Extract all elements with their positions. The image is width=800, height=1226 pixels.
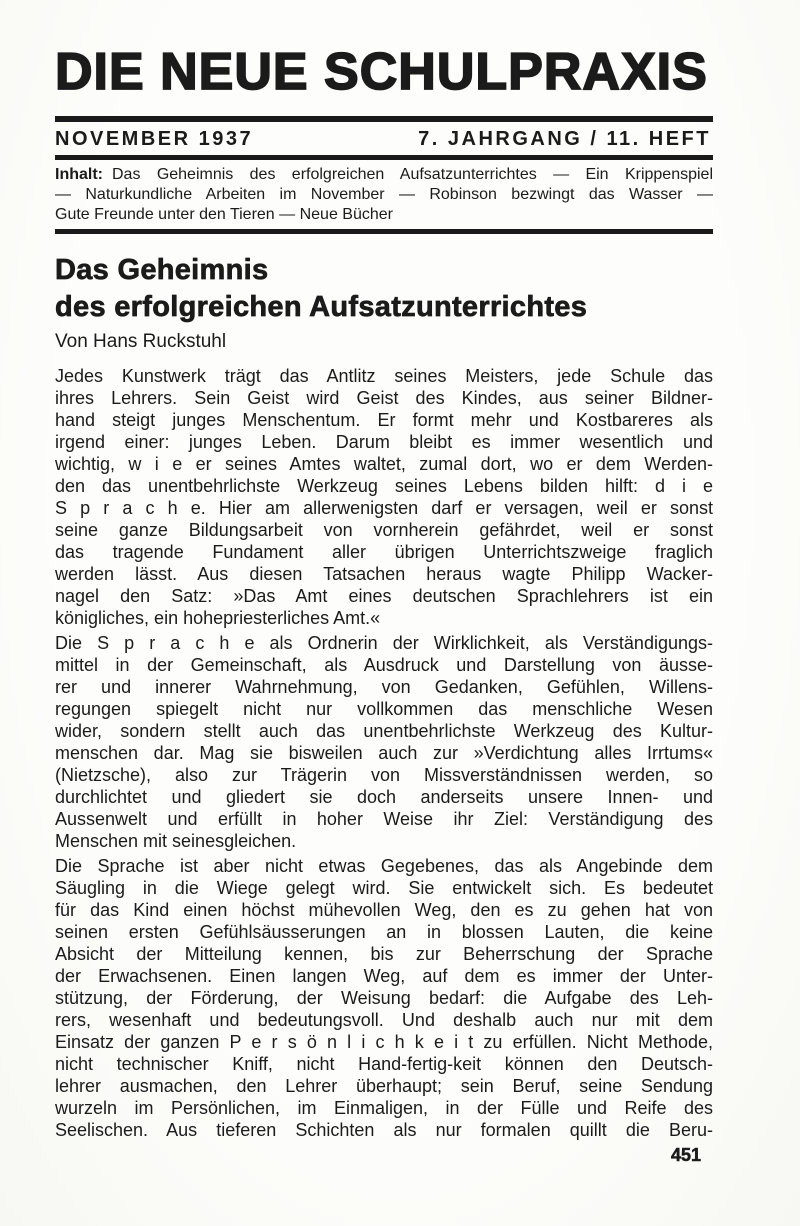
divider-bottom <box>55 229 713 234</box>
table-of-contents <box>55 160 713 229</box>
text-line: irgend einer: junges Leben. Darum bleibt es immer wesentlich und <box>55 432 713 452</box>
toc-text: Das Geheimnis des erfolgreichen Aufsatzunterrichtes — Ein Krippenspiel <box>112 166 713 183</box>
issue-info-row <box>55 122 713 155</box>
text-line: Menschen mit seinesgleichen. <box>55 831 297 851</box>
toc-line <box>55 165 713 185</box>
article-title-line2: des erfolgreichen Aufsatzunterrichtes <box>55 291 588 323</box>
text-line: für das Kind einen höchst mühevollen Weg, den es zu gehen hat von <box>55 900 713 920</box>
paragraph <box>55 632 713 852</box>
toc-line: — Naturkundliche Arbeiten im November — Robinson bezwingt das Wasser — <box>55 186 713 203</box>
text-line: (Nietzsche), also zur Trägerin von Missverständnissen werden, so <box>55 765 713 785</box>
text-line: wichtig, w i e er seines Amtes waltet, zumal dort, wo er dem Werden- <box>55 454 713 474</box>
article-byline: Von Hans Ruckstuhl <box>55 331 227 352</box>
article-body <box>55 365 713 1141</box>
text-line: stützung, der Förderung, der Weisung bedarf: die Aufgabe des Leh- <box>55 988 713 1008</box>
text-line: Einsatz der ganzen P e r s ö n l i c h k e i t zu erfüllen. Nicht Methode, <box>55 1032 713 1052</box>
text-line: werden lässt. Aus diesen Tatsachen heraus wagte Philipp Wacker- <box>55 564 713 584</box>
issue-volume: 7. JAHRGANG / 11. HEFT <box>418 128 711 150</box>
text-line: das tragende Fundament aller übrigen Unterrichtszweige fraglich <box>55 542 713 562</box>
article-title-line1: Das Geheimnis <box>55 254 269 286</box>
paragraph <box>55 365 713 629</box>
text-line: rer und innerer Wahrnehmung, von Gedanken, Gefühlen, Willens- <box>55 677 713 697</box>
text-line: den das unentbehrlichste Werkzeug seines Lebens bilden hilft: d i e <box>55 476 713 496</box>
text-line: ihres Lehrers. Sein Geist wird Geist des Kindes, aus seiner Bildner- <box>55 388 713 408</box>
page-content <box>55 0 713 1166</box>
toc-label: Inhalt: <box>55 166 103 183</box>
text-line: seinen ersten Gefühlsäusserungen an in blossen Lauten, die keine <box>55 922 713 942</box>
text-line: wider, sondern stellt auch das unentbehrlichste Werkzeug des Kultur- <box>55 721 713 741</box>
magazine-title: DIE NEUE SCHULPRAXIS <box>55 43 708 101</box>
text-line: Die S p r a c h e als Ordnerin der Wirklichkeit, als Verständigungs- <box>55 633 713 653</box>
text-line: Seelischen. Aus tieferen Schichten als nur formalen quillt die Beru- <box>55 1120 713 1140</box>
page-number: 451 <box>670 1145 701 1165</box>
text-line: mittel in der Gemeinschaft, als Ausdruck und Darstellung von äusse- <box>55 655 713 675</box>
text-line: königliches, ein hohepriesterliches Amt.« <box>55 608 381 628</box>
issue-date: NOVEMBER 1937 <box>55 128 254 150</box>
text-line: hand steigt junges Menschentum. Er formt mehr und Kostbareres als <box>55 410 713 430</box>
paragraph <box>55 855 713 1141</box>
text-line: seine ganze Bildungsarbeit von vornherein gefährdet, weil er sonst <box>55 520 713 540</box>
text-line: rers, wesenhaft und bedeutungsvoll. Und deshalb auch nur mit dem <box>55 1010 713 1030</box>
text-line: S p r a c h e. Hier am allerwenigsten darf er versagen, weil er sonst <box>55 498 713 518</box>
toc-line: Gute Freunde unter den Tieren — Neue Bücher <box>55 206 393 223</box>
article-title <box>55 252 713 326</box>
text-line: durchlichtet und gliedert sie doch anderseits unsere Innen- und <box>55 787 713 807</box>
text-line: Aussenwelt und erfüllt in hoher Weise ihr Ziel: Verständigung des <box>55 809 713 829</box>
text-line: nagel den Satz: »Das Amt eines deutschen Sprachlehrers ist ein <box>55 586 713 606</box>
text-line: Säugling in die Wiege gelegt wird. Sie entwickelt sich. Es bedeutet <box>55 878 713 898</box>
text-line: wurzeln im Persönlichen, im Einmaligen, in der Fülle und Reife des <box>55 1098 713 1118</box>
text-line: der Erwachsenen. Einen langen Weg, auf dem es immer der Unter- <box>55 966 713 986</box>
text-line: Jedes Kunstwerk trägt das Antlitz seines Meisters, jede Schule das <box>55 366 713 386</box>
text-line: Die Sprache ist aber nicht etwas Gegebenes, das als Angebinde dem <box>55 856 713 876</box>
text-line: nicht technischer Kniff, nicht Hand-fertig-keit können den Deutsch- <box>55 1054 713 1074</box>
text-line: menschen dar. Mag sie bisweilen auch zur »Verdichtung alles Irrtums« <box>55 743 713 763</box>
text-line: lehrer ausmachen, den Lehrer überhaupt; sein Beruf, seine Sendung <box>55 1076 713 1096</box>
text-line: regungen spiegelt nicht nur vollkommen das menschliche Wesen <box>55 699 713 719</box>
text-line: Absicht der Mitteilung kennen, bis zur Beherrschung der Sprache <box>55 944 713 964</box>
